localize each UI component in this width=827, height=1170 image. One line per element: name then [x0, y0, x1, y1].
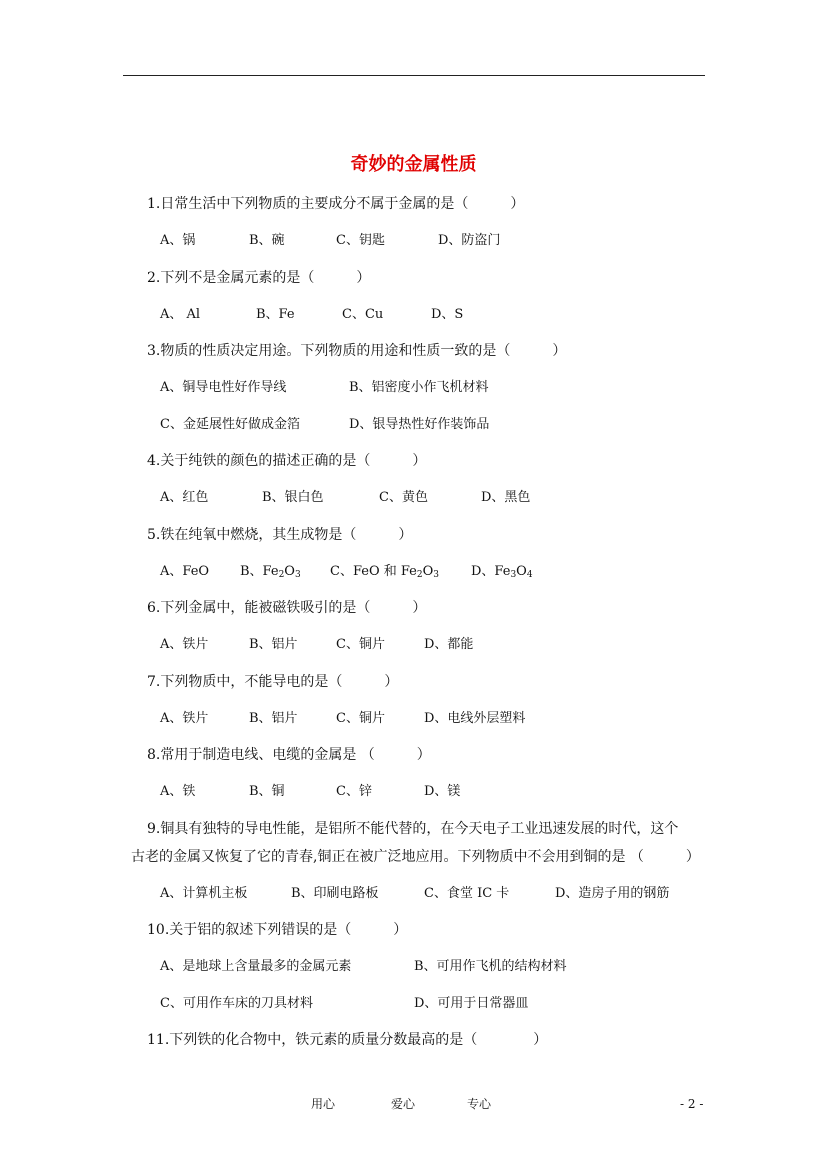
q9-option-b: B、印刷电路板: [291, 886, 379, 901]
question-9-stem: 9.铜具有独特的导电性能，是铝所不能代替的，在今天电子工业迅速发展的时代，这个: [147, 821, 679, 837]
q5-option-a: A、FeO: [160, 564, 210, 579]
footer-text-3: 专心: [467, 1097, 492, 1111]
q8-option-a: A、铁: [160, 784, 196, 799]
q6-option-d: D、都能: [424, 637, 474, 652]
q6-option-a: A、铁片: [160, 637, 209, 652]
q5-option-c: C、FeO 和 $Fe_2O_3$: [330, 564, 440, 580]
q1-option-b: B、碗: [249, 233, 285, 248]
q6-option-c: C、铜片: [336, 637, 385, 652]
q2-option-c: C、Cu: [342, 307, 384, 322]
footer-text-1: 用心: [311, 1097, 336, 1111]
question-2-stem: 2.下列不是金属元素的是（ ）: [147, 270, 371, 286]
q1-option-a: A、锅: [160, 233, 196, 248]
header-rule: [123, 75, 705, 76]
q2-option-d: D、S: [431, 307, 464, 322]
q1-option-c: C、钥匙: [336, 233, 385, 248]
q9-option-c: C、食堂 IC 卡: [424, 886, 510, 901]
question-6-stem: 6.下列金属中，能被磁铁吸引的是（ ）: [147, 600, 427, 616]
q8-option-b: B、铜: [249, 784, 285, 799]
q6-option-b: B、铝片: [249, 637, 298, 652]
q4-option-d: D、黑色: [481, 490, 531, 505]
q3-option-b: B、铝密度小作飞机材料: [349, 380, 489, 395]
q5-option-b: B、$Fe_2O_3$: [240, 564, 301, 580]
q3-option-a: A、铜导电性好作导线: [160, 380, 287, 395]
q2-option-b: B、Fe: [256, 307, 295, 322]
q7-option-a: A、铁片: [160, 711, 209, 726]
question-7-stem: 7.下列物质中，不能导电的是（ ）: [147, 674, 399, 690]
q8-option-c: C、锌: [336, 784, 372, 799]
q9-option-d: D、造房子用的钢筋: [555, 886, 670, 901]
question-3-stem: 3.物质的性质决定用途。下列物质的用途和性质一致的是（ ）: [147, 343, 567, 359]
q9-option-a: A、计算机主板: [160, 886, 248, 901]
page-title: 奇妙的金属性质: [350, 154, 477, 175]
q8-option-d: D、镁: [424, 784, 461, 799]
q7-option-b: B、铝片: [249, 711, 298, 726]
q5-option-d: D、$Fe_3O_4$: [471, 564, 533, 580]
q4-option-a: A、红色: [160, 490, 209, 505]
q10-option-d: D、可用于日常器皿: [414, 996, 529, 1011]
q7-option-d: D、电线外层塑料: [424, 711, 526, 726]
q4-option-c: C、黄色: [379, 490, 428, 505]
q7-option-c: C、铜片: [336, 711, 385, 726]
question-5-stem: 5.铁在纯氧中燃烧，其生成物是（ ）: [147, 527, 413, 543]
q2-option-a: A、 Al: [160, 307, 201, 322]
page-number: - 2 -: [680, 1097, 704, 1111]
question-11-stem: 11.下列铁的化合物中，铁元素的质量分数最高的是（ ）: [147, 1032, 548, 1048]
q1-option-d: D、防盗门: [438, 233, 501, 248]
q4-option-b: B、银白色: [262, 490, 324, 505]
question-9-stem-cont: 古老的金属又恢复了它的青春,铜正在被广泛地应用。下列物质中不会用到铜的是 （ ）: [131, 849, 700, 865]
q10-option-c: C、可用作车床的刀具材料: [160, 996, 313, 1011]
q3-option-c: C、金延展性好做成金箔: [160, 417, 300, 432]
question-10-stem: 10.关于铝的叙述下列错误的是（ ）: [147, 922, 408, 938]
q10-option-a: A、是地球上含量最多的金属元素: [160, 959, 352, 974]
question-8-stem: 8.常用于制造电线、电缆的金属是 （ ）: [147, 747, 431, 763]
question-4-stem: 4.关于纯铁的颜色的描述正确的是（ ）: [147, 453, 427, 469]
question-1-stem: 1.日常生活中下列物质的主要成分不属于金属的是（ ）: [147, 196, 525, 212]
footer-text-2: 爱心: [391, 1097, 416, 1111]
q3-option-d: D、银导热性好作装饰品: [349, 417, 490, 432]
q10-option-b: B、可用作飞机的结构材料: [414, 959, 567, 974]
